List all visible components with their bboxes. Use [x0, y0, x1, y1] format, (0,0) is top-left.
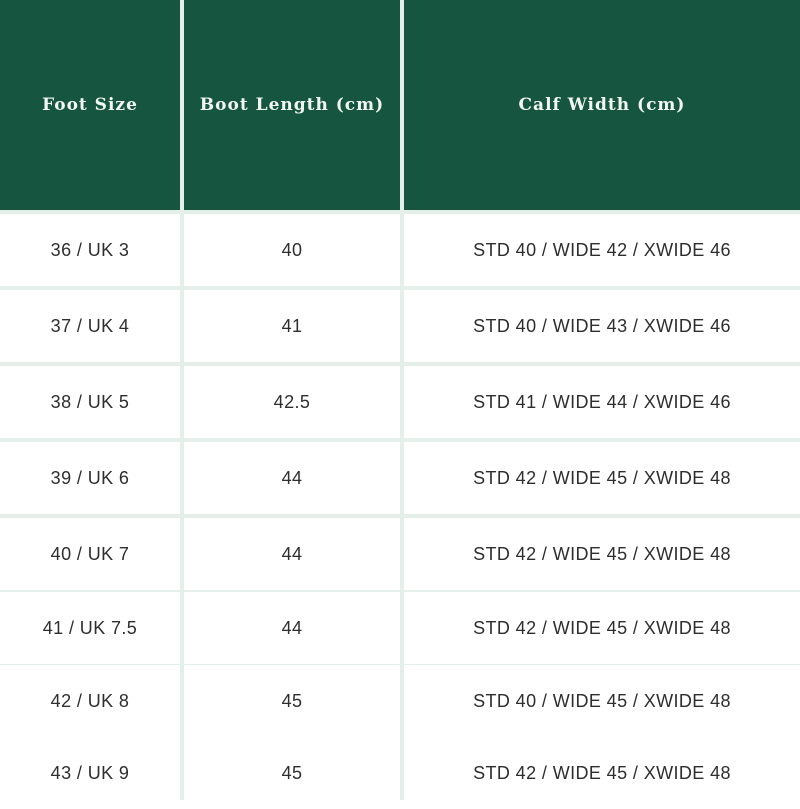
calf-width-cell: STD 40 / WIDE 45 / XWIDE 48 [404, 665, 800, 737]
table-row [0, 737, 800, 809]
boot-length-cell: 44 [184, 592, 400, 664]
table-header [0, 0, 800, 210]
boot-length-cell: 45 [184, 665, 400, 737]
header-calf-width: Calf Width (cm) [404, 0, 800, 210]
table-row [0, 665, 800, 737]
foot-size-cell: 38 / UK 5 [0, 366, 180, 438]
calf-width-cell: STD 42 / WIDE 45 / XWIDE 48 [404, 442, 800, 514]
table-row [0, 290, 800, 362]
boot-length-cell: 44 [184, 518, 400, 590]
header-foot-size: Foot Size [0, 0, 180, 210]
foot-size-cell: 43 / UK 9 [0, 737, 180, 809]
boot-length-cell: 40 [184, 214, 400, 286]
table-row [0, 214, 800, 286]
calf-width-cell: STD 42 / WIDE 45 / XWIDE 48 [404, 737, 800, 809]
calf-width-cell: STD 40 / WIDE 42 / XWIDE 46 [404, 214, 800, 286]
table-row [0, 592, 800, 664]
boot-length-cell: 45 [184, 737, 400, 809]
foot-size-cell: 42 / UK 8 [0, 665, 180, 737]
foot-size-cell: 40 / UK 7 [0, 518, 180, 590]
table-row [0, 518, 800, 590]
boot-length-cell: 42.5 [184, 366, 400, 438]
foot-size-cell: 39 / UK 6 [0, 442, 180, 514]
calf-width-cell: STD 42 / WIDE 45 / XWIDE 48 [404, 592, 800, 664]
calf-width-cell: STD 42 / WIDE 45 / XWIDE 48 [404, 518, 800, 590]
boot-length-cell: 41 [184, 290, 400, 362]
calf-width-cell: STD 40 / WIDE 43 / XWIDE 46 [404, 290, 800, 362]
foot-size-cell: 41 / UK 7.5 [0, 592, 180, 664]
table-body [0, 210, 800, 800]
header-boot-length: Boot Length (cm) [184, 0, 400, 210]
table-row [0, 366, 800, 438]
foot-size-cell: 37 / UK 4 [0, 290, 180, 362]
boot-length-cell: 44 [184, 442, 400, 514]
calf-width-cell: STD 41 / WIDE 44 / XWIDE 46 [404, 366, 800, 438]
table-row [0, 442, 800, 514]
foot-size-cell: 36 / UK 3 [0, 214, 180, 286]
